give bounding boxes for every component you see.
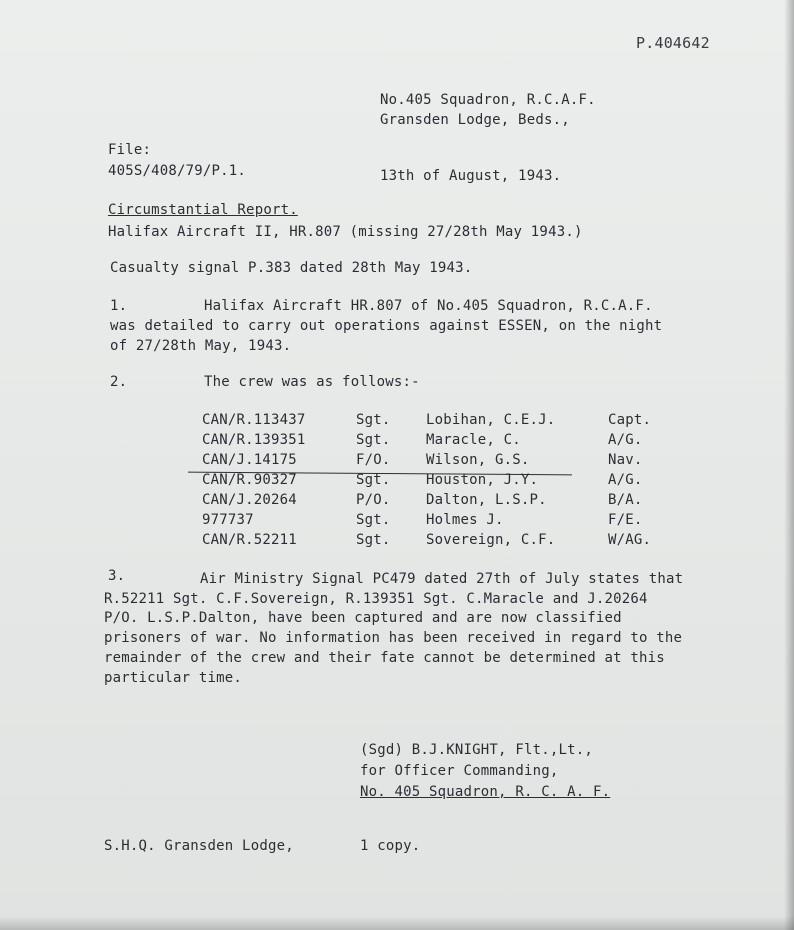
service-number: CAN/R.113437 <box>202 412 306 428</box>
paragraph-1-number: 1. <box>110 298 128 314</box>
service-number: CAN/J.14175 <box>202 452 297 468</box>
paragraph-3-line: R.52211 Sgt. C.F.Sovereign, R.139351 Sgt. C.Maracle and J.20264 <box>104 591 648 607</box>
paragraph-2-text: The crew was as follows:- <box>204 374 420 390</box>
crew-role: Capt. <box>608 412 652 428</box>
crew-name: Lobihan, C.E.J. <box>426 412 556 428</box>
rank: P/O. <box>356 492 391 508</box>
file-label: File: <box>108 142 152 158</box>
paragraph-3-line: prisoners of war. No information has been received in regard to the <box>104 630 683 646</box>
crew-role: A/G. <box>608 432 643 448</box>
crew-role: F/E. <box>608 512 643 528</box>
page-edge-shadow <box>784 0 794 930</box>
rank: Sgt. <box>356 512 391 528</box>
rank: Sgt. <box>356 412 391 428</box>
distribution-recipient: S.H.Q. Gransden Lodge, <box>104 838 294 854</box>
unit-location: Gransden Lodge, Beds., <box>380 112 570 128</box>
rank: Sgt. <box>356 532 391 548</box>
paragraph-3-number: 3. <box>108 568 126 584</box>
paragraph-3-line: particular time. <box>104 670 243 686</box>
paragraph-1-line: of 27/28th May, 1943. <box>110 338 292 354</box>
crew-name: Maracle, C. <box>426 432 521 448</box>
crew-row <box>200 432 660 452</box>
paragraph-3-line: remainder of the crew and their fate cannot be determined at this <box>104 650 665 666</box>
crew-name: Dalton, L.S.P. <box>426 492 547 508</box>
crew-row <box>200 512 660 532</box>
paragraph-3-line: P/O. L.S.P.Dalton, have been captured and are now classified <box>104 610 622 626</box>
service-number: CAN/R.52211 <box>202 532 297 548</box>
crew-name: Holmes J. <box>426 512 504 528</box>
crew-role: W/AG. <box>608 532 652 548</box>
casualty-signal: Casualty signal P.383 dated 28th May 1943. <box>110 260 473 276</box>
paragraph-1-line: Halifax Aircraft HR.807 of No.405 Squadron, R.C.A.F. <box>204 298 653 314</box>
signature-unit: No. 405 Squadron, R. C. A. F. <box>360 784 611 800</box>
service-number: 977737 <box>202 512 254 528</box>
rank: Sgt. <box>356 472 391 488</box>
report-title: Circumstantial Report. <box>108 202 298 218</box>
crew-role: B/A. <box>608 492 643 508</box>
file-number: 405S/408/79/P.1. <box>108 163 247 179</box>
crew-role: Nav. <box>608 452 643 468</box>
aircraft-subject: Halifax Aircraft II, HR.807 (missing 27/28th May 1943.) <box>108 224 583 240</box>
crew-row <box>200 532 660 552</box>
service-number: CAN/J.20264 <box>202 492 297 508</box>
service-number: CAN/R.139351 <box>202 432 306 448</box>
crew-list <box>200 412 660 552</box>
page-edge-shadow <box>0 916 794 930</box>
rank: Sgt. <box>356 432 391 448</box>
crew-name: Houston, J.Y. <box>426 472 539 488</box>
crew-row <box>200 472 660 492</box>
rank: F/O. <box>356 452 391 468</box>
paragraph-1-line: was detailed to carry out operations against ESSEN, on the night <box>110 318 663 334</box>
service-number: CAN/R.90327 <box>202 472 297 488</box>
crew-name: Sovereign, C.F. <box>426 532 556 548</box>
signature-line: (Sgd) B.J.KNIGHT, Flt.,Lt., <box>360 742 593 758</box>
archive-reference: P.404642 <box>636 34 710 52</box>
crew-role: A/G. <box>608 472 643 488</box>
crew-row <box>200 492 660 512</box>
crew-row <box>200 412 660 432</box>
signature-title: for Officer Commanding, <box>360 763 559 779</box>
document-date: 13th of August, 1943. <box>380 168 562 184</box>
crew-row <box>200 452 660 472</box>
crew-name: Wilson, G.S. <box>426 452 530 468</box>
paragraph-2-number: 2. <box>110 374 128 390</box>
paragraph-3-line: Air Ministry Signal PC479 dated 27th of July states that <box>200 571 684 587</box>
unit-name: No.405 Squadron, R.C.A.F. <box>380 92 596 108</box>
distribution-copies: 1 copy. <box>360 838 421 854</box>
